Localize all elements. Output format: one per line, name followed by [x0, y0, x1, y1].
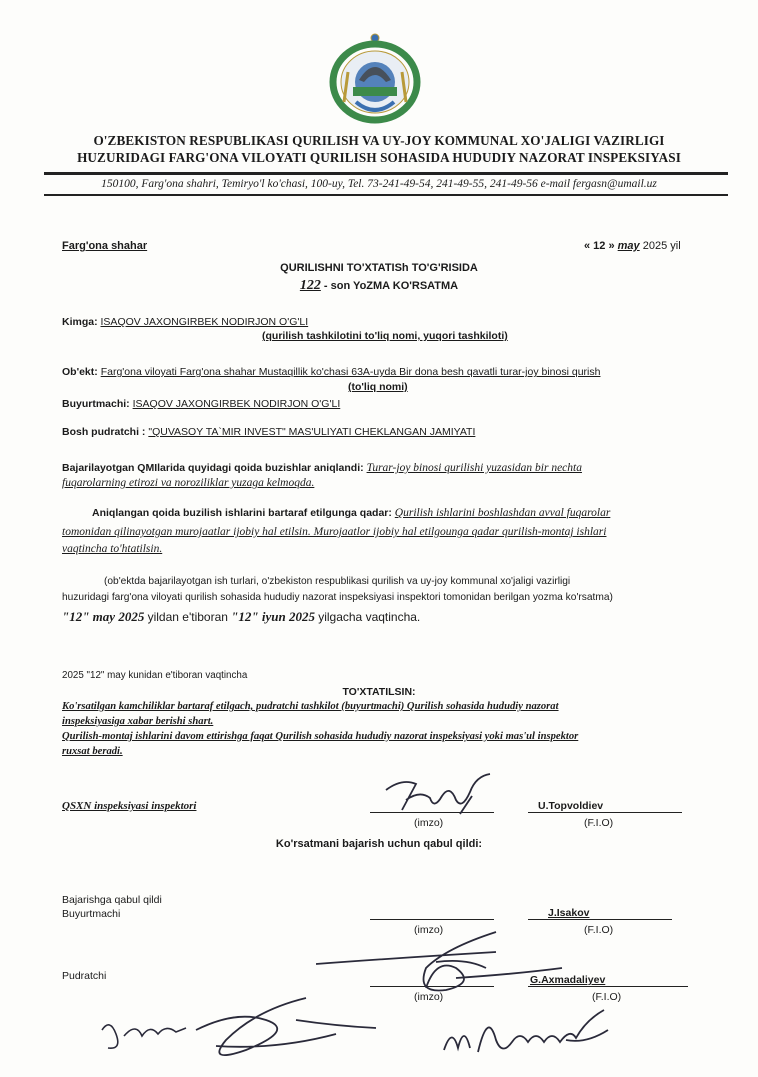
violations-row: [62, 462, 722, 474]
until-text-3: vaqtincha to'htatilsin.: [62, 543, 163, 555]
stop-line3: Qurilish-montaj ishlarini davom ettirishga faqat Qurilish sohasida hududiy nazorat inspeksiyasi yoki mas'ul inspektor: [62, 731, 579, 742]
document-number-suffix: - son YoZMA KO'RSATMA: [323, 280, 459, 292]
stop-title: TO'XTATILSIN:: [342, 686, 416, 698]
pudratchi-row: [62, 426, 475, 438]
until-text-1: Qurilish ishlarini boshlashdan avval fuqarolar: [394, 507, 611, 519]
violations-text-2: fuqarolarning etirozi va noroziliklar yuzaga kelmoqda.: [62, 477, 315, 489]
bottom-signature-left: [96, 990, 386, 1076]
buyurtmachi-value: ISAQOV JAXONGIRBEK NODIRJON O'G'LI: [132, 398, 341, 410]
period-from-word: yildan e'tiboran: [147, 610, 228, 624]
obekt-value: Farg'ona viloyati Farg'ona shahar Mustaqillik ko'chasi 63A-uyda Bir dona besh qavatli turar-joy binosi qurish: [100, 366, 601, 378]
inspector-label: QSXN inspeksiyasi inspektori: [62, 800, 197, 812]
coat-of-arms-emblem: [326, 32, 424, 124]
stop-since: 2025 "12" may kunidan e'tiboran vaqtincha: [62, 670, 248, 681]
document-title: QURILISHNI TO'XTATISh TO'G'RISIDA: [280, 262, 478, 274]
header-title-line1: O'ZBEKISTON RESPUBLIKASI QURILISH VA UY-JOY KOMMUNAL XO'JALIGI VAZIRLIGI: [93, 133, 665, 148]
kimga-label: Kimga:: [62, 316, 98, 328]
obekt-note: (to'liq nomi): [348, 381, 408, 393]
pudratchi-value: "QUVASOY TA`MIR INVEST" MAS'ULIYATI CHEKLANGAN JAMIYATI: [148, 426, 476, 438]
bottom-signature-right: [436, 1000, 612, 1064]
violations-text-1: Turar-joy binosi qurilishi yuzasidan bir nechta: [366, 462, 582, 474]
pudratchi-label: Bosh pudratchi :: [62, 426, 146, 438]
kimga-row: [62, 316, 308, 328]
obekt-label: Ob'ekt:: [62, 366, 98, 378]
buyurtmachi-row: [62, 398, 340, 410]
client-fio: (F.I.O): [584, 924, 614, 936]
paragraph-line1: (ob'ektda bajarilayotgan ish turlari, o'zbekiston respublikasi qurilish va uy-joy kommunal xo'jaligi vazirligi: [104, 576, 571, 587]
date-day: « 12 »: [584, 240, 615, 252]
document-number: 122: [299, 278, 321, 293]
header-address: 150100, Farg'ona shahri, Temiryo'l ko'chasi, 100-uy, Tel. 73-241-49-54, 241-49-55, 241-49-56 e-mail fergasn@umail.uz: [101, 178, 657, 190]
date-year: 2025 yil: [642, 240, 681, 252]
city: Farg'ona shahar: [62, 240, 148, 252]
header-divider-top: [44, 172, 728, 175]
buyurtmachi-label: Buyurtmachi:: [62, 398, 130, 410]
inspector-imzo: (imzo): [414, 817, 444, 829]
contractor-imzo: (imzo): [414, 991, 444, 1003]
kimga-note: (qurilish tashkilotini to'liq nomi, yuqori tashkiloti): [262, 330, 508, 342]
client-name: J.Isakov: [548, 907, 590, 919]
client-name-line: [528, 919, 672, 920]
inspector-signature: [372, 770, 502, 818]
kimga-value: ISAQOV JAXONGIRBEK NODIRJON O'G'LI: [100, 316, 309, 328]
contractor-fio: (F.I.O): [592, 991, 622, 1003]
date-month: may: [617, 240, 640, 252]
stop-line4: ruxsat beradi.: [62, 746, 123, 757]
period-to: "12" iyun 2025: [231, 609, 315, 624]
client-signature-line: [370, 919, 494, 920]
until-row: [92, 507, 610, 519]
paragraph-line2: huzuridagi farg'ona viloyati qurilish sohasida hududiy nazorat inspeksiyasi inspektori tomonidan berilgan yozma ko'rsatma): [62, 592, 613, 603]
inspector-name-line: [528, 812, 682, 813]
period-to-word: yilgacha vaqtincha.: [318, 610, 421, 624]
inspector-name: U.Topvoldiev: [538, 800, 604, 812]
stop-line2: inspeksiyasiga xabar berishi shart.: [62, 716, 214, 727]
accept-label-1: Bajarishga qabul qildi: [62, 894, 162, 906]
contractor-label: Pudratchi: [62, 970, 107, 982]
accepted-title: Ko'rsatmani bajarish uchun qabul qildi:: [275, 838, 483, 850]
inspector-fio: (F.I.O): [584, 817, 614, 829]
violations-label: Bajarilayotgan QMIlarida quyidagi qoida buzishlar aniqlandi:: [62, 462, 364, 474]
header-divider-bottom: [44, 194, 728, 196]
doc-date: [584, 240, 681, 252]
contractor-name: G.Axmadaliyev: [530, 974, 606, 986]
client-imzo: (imzo): [414, 924, 444, 936]
until-text-2: tomonidan qilinayotgan murojaatlar ijobiy hal etilsin. Murojaatlor ijobiy hal etilgounga qadar qurilish-montaj ishlari: [62, 526, 607, 538]
period-from: "12" may 2025: [62, 609, 145, 624]
header-title-line2: HUZURIDAGI FARG'ONA VILOYATI QURILISH SOHASIDA HUDUDIY NAZORAT INSPEKSIYASI: [77, 150, 681, 165]
stop-line1: Ko'rsatilgan kamchiliklar bartaraf etilgach, pudratchi tashkilot (buyurtmachi) Qurilish sohasida hududiy nazorat: [62, 701, 559, 712]
until-label: Aniqlangan qoida buzilish ishlarini bartaraf etilgunga qadar:: [92, 507, 392, 519]
obekt-row: [62, 366, 600, 378]
period-row: [62, 609, 420, 625]
accept-label-2: Buyurtmachi: [62, 908, 121, 920]
document-number-line: [0, 278, 758, 294]
